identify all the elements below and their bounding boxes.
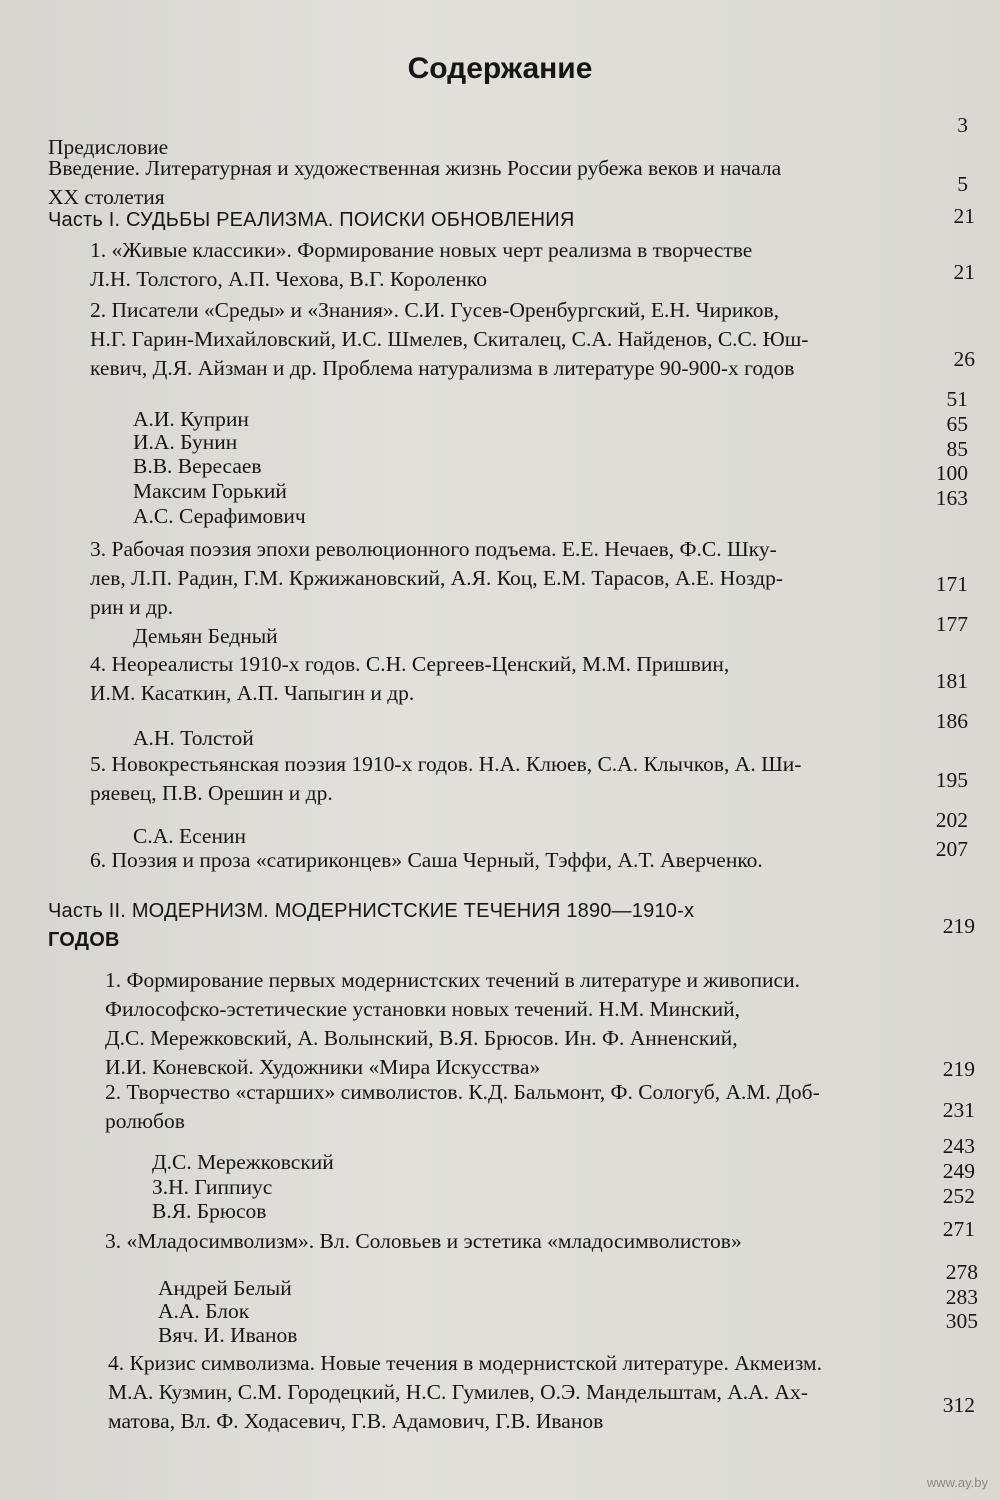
page-number: 207 xyxy=(935,837,968,861)
entry-line: А.А. Блок xyxy=(158,1299,250,1323)
toc-entry xyxy=(133,502,306,531)
page-number: 283 xyxy=(945,1285,978,1309)
toc-entry xyxy=(108,1349,822,1436)
part-heading xyxy=(48,897,694,955)
page-number: 186 xyxy=(935,709,968,733)
toc-entry xyxy=(105,1227,742,1256)
page-number: 181 xyxy=(935,669,968,693)
page-number: 312 xyxy=(942,1393,975,1417)
entry-line: Л.Н. Толстого, А.П. Чехова, В.Г. Короленко xyxy=(90,267,487,291)
page-number: 219 xyxy=(942,914,975,938)
entry-line: 4. Кризис символизма. Новые течения в модернистской литературе. Акмеизм. xyxy=(108,1351,822,1375)
entry-line: ряевец, П.В. Орешин и др. xyxy=(90,781,333,805)
page-number: 195 xyxy=(935,768,968,792)
toc-entry xyxy=(48,154,781,212)
toc-entry xyxy=(90,296,808,383)
entry-line: Философско-эстетические установки новых течений. Н.М. Минский, xyxy=(105,997,740,1021)
toc-entry xyxy=(133,724,254,753)
entry-line: ГОДОВ xyxy=(48,929,120,951)
entry-line: 5. Новокрестьянская поэзия 1910-х годов. Н.А. Клюев, С.А. Клычков, А. Ши- xyxy=(90,752,802,776)
toc-entry xyxy=(90,846,763,875)
entry-line: кевич, Д.Я. Айзман и др. Проблема натурализма в литературе 90-900-х годов xyxy=(90,356,795,380)
page-number: 219 xyxy=(942,1057,975,1081)
entry-line: Максим Горький xyxy=(133,479,287,503)
page-number: 3 xyxy=(957,113,968,137)
entry-line: С.А. Есенин xyxy=(133,824,246,848)
toc-entry xyxy=(90,650,729,708)
page-number: 51 xyxy=(946,387,968,411)
page-number: 249 xyxy=(942,1159,975,1183)
entry-line: Введение. Литературная и художественная жизнь России рубежа веков и начала xyxy=(48,156,782,180)
page-number: 278 xyxy=(945,1260,978,1284)
entry-line: И.А. Бунин xyxy=(133,430,238,454)
page-number: 5 xyxy=(957,172,968,196)
entry-line: рин и др. xyxy=(90,595,174,619)
entry-line: М.А. Кузмин, С.М. Городецкий, Н.С. Гумилев, О.Э. Мандельштам, А.А. Ах- xyxy=(108,1380,808,1404)
entry-line: XX столетия xyxy=(48,185,165,209)
page-number: 305 xyxy=(945,1309,978,1333)
page-number: 65 xyxy=(946,412,968,436)
toc-entry xyxy=(105,1078,820,1136)
entry-line: ролюбов xyxy=(105,1109,185,1133)
page-number: 21 xyxy=(953,260,975,284)
part-heading xyxy=(48,206,575,235)
entry-line: 4. Неореалисты 1910-х годов. С.Н. Сергеев-Ценский, М.М. Пришвин, xyxy=(90,652,730,676)
page-number: 100 xyxy=(935,461,968,485)
toc-entry xyxy=(152,1197,266,1226)
entry-line: 6. Поэзия и проза «сатириконцев» Саша Черный, Тэффи, А.Т. Аверченко. xyxy=(90,848,763,872)
entry-line: А.Н. Толстой xyxy=(133,726,254,750)
watermark: www.ay.by xyxy=(926,1475,988,1490)
page-title: Содержание xyxy=(407,52,593,85)
entry-line: З.Н. Гиппиус xyxy=(152,1175,273,1199)
page-number: 171 xyxy=(935,572,968,596)
entry-line: В.Я. Брюсов xyxy=(152,1199,267,1223)
entry-line: И.И. Коневской. Художники «Мира Искусства» xyxy=(105,1055,541,1079)
toc-entry xyxy=(90,236,752,294)
entry-line: Н.Г. Гарин-Михайловский, И.С. Шмелев, Скиталец, С.А. Найденов, С.С. Юш- xyxy=(90,327,809,351)
page-number: 163 xyxy=(935,486,968,510)
page-number: 177 xyxy=(935,612,968,636)
entry-line: 1. Формирование первых модернистских течений в литературе и живописи. xyxy=(105,968,800,992)
entry-line: Часть II. МОДЕРНИЗМ. МОДЕРНИСТСКИЕ ТЕЧЕНИЯ 1890—1910-х xyxy=(48,900,695,922)
entry-line: лев, Л.П. Радин, Г.М. Кржижановский, А.Я. Коц, Е.М. Тарасов, А.Е. Ноздр- xyxy=(90,566,784,590)
toc-entry xyxy=(105,966,800,1082)
toc-entry xyxy=(133,622,278,651)
entry-line: Предисловие xyxy=(48,135,169,159)
toc-entry xyxy=(158,1321,297,1350)
entry-line: А.И. Куприн xyxy=(133,407,249,431)
entry-line: матова, Вл. Ф. Ходасевич, Г.В. Адамович, Г.В. Иванов xyxy=(108,1409,604,1433)
page-number: 85 xyxy=(946,437,968,461)
toc-entry xyxy=(90,535,783,622)
toc-entry xyxy=(90,750,801,808)
entry-line: А.С. Серафимович xyxy=(133,504,306,528)
entry-line: В.В. Вересаев xyxy=(133,454,262,478)
page-number: 231 xyxy=(942,1098,975,1122)
entry-line: Д.С. Мережковский, А. Волынский, В.Я. Брюсов. Ин. Ф. Анненский, xyxy=(105,1026,738,1050)
entry-line: Демьян Бедный xyxy=(133,624,278,648)
entry-line: 3. Рабочая поэзия эпохи революционного подъема. Е.Е. Нечаев, Ф.С. Шку- xyxy=(90,537,777,561)
entry-line: 2. Писатели «Среды» и «Знания». С.И. Гусев-Оренбургский, Е.Н. Чириков, xyxy=(90,298,780,322)
entry-line: 1. «Живые классики». Формирование новых черт реализма в творчестве xyxy=(90,238,753,262)
entry-line: 3. «Младосимволизм». Вл. Соловьев и эстетика «младосимволистов» xyxy=(105,1229,742,1253)
page-number: 271 xyxy=(942,1217,975,1241)
entry-line: Вяч. И. Иванов xyxy=(158,1323,298,1347)
page-number: 252 xyxy=(942,1184,975,1208)
page-number: 26 xyxy=(953,347,975,371)
page-number: 202 xyxy=(935,808,968,832)
entry-line: Андрей Белый xyxy=(158,1276,292,1300)
page-number: 21 xyxy=(953,204,975,228)
entry-line: Часть I. СУДЬБЫ РЕАЛИЗМА. ПОИСКИ ОБНОВЛЕНИЯ xyxy=(48,209,575,231)
page-number: 243 xyxy=(942,1134,975,1158)
entry-line: Д.С. Мережковский xyxy=(152,1150,334,1174)
entry-line: 2. Творчество «старших» символистов. К.Д. Бальмонт, Ф. Сологуб, А.М. Доб- xyxy=(105,1080,820,1104)
entry-line: И.М. Касаткин, А.П. Чапыгин и др. xyxy=(90,681,415,705)
